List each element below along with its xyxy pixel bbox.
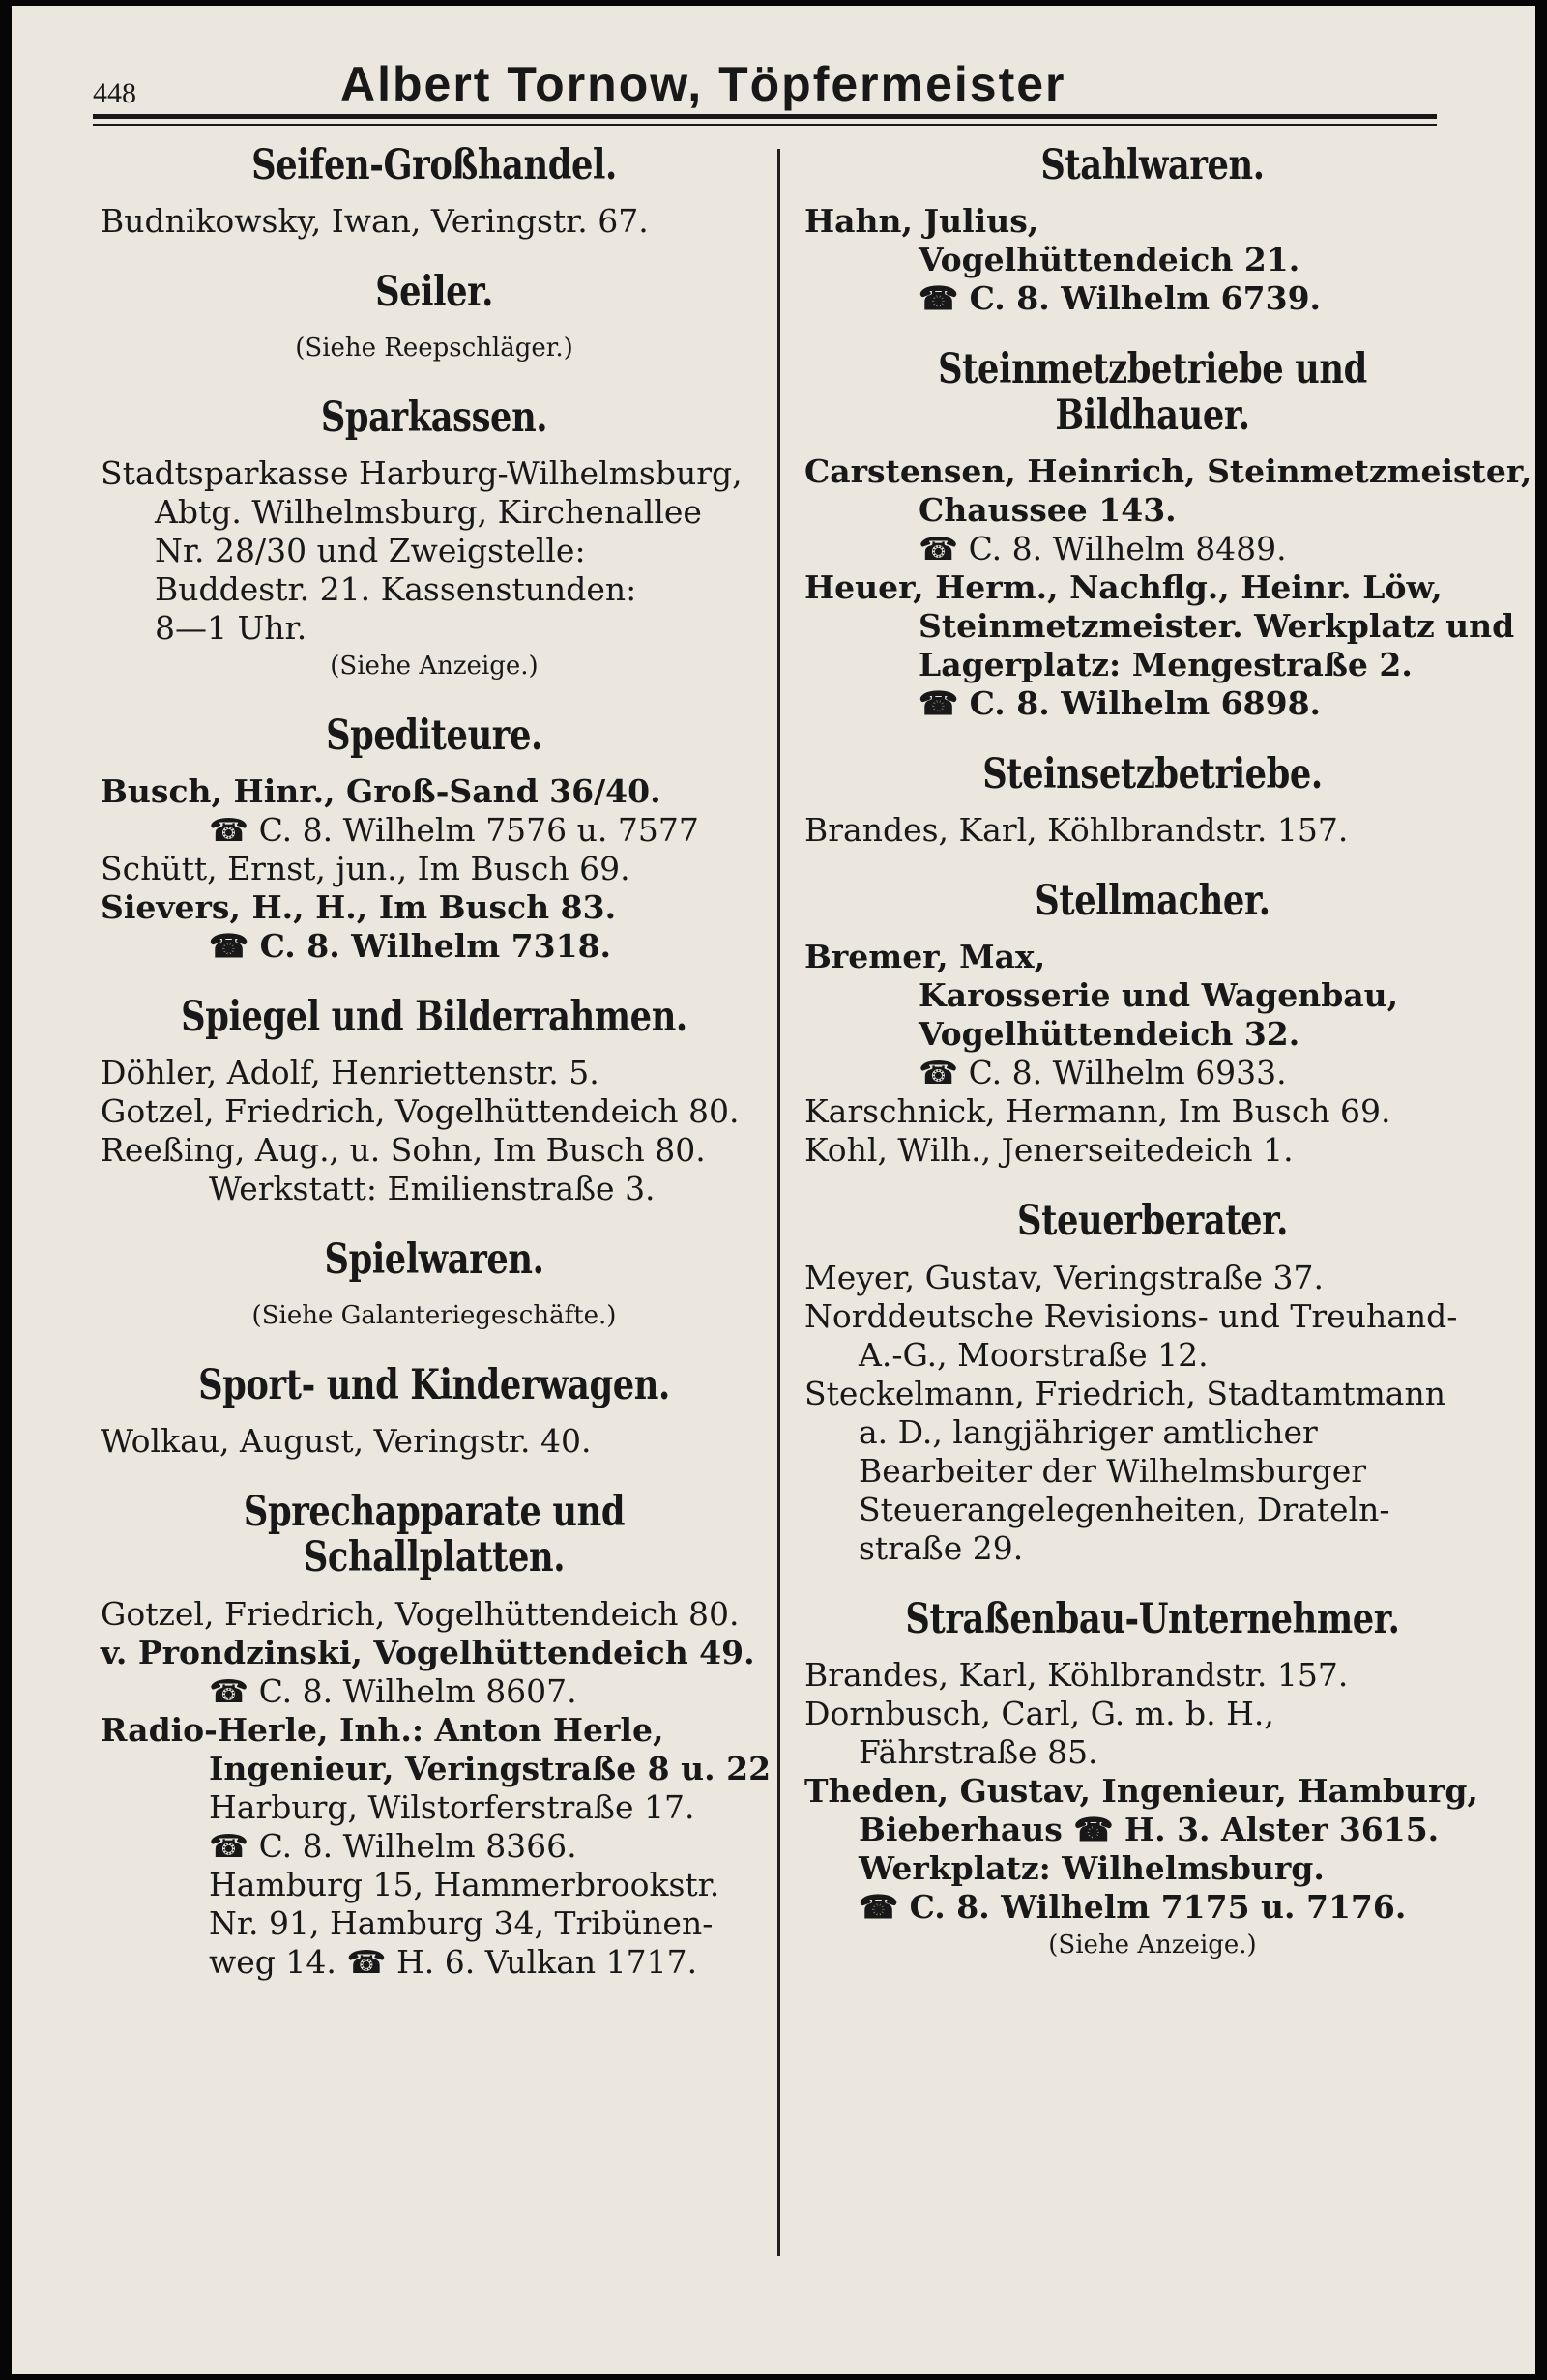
directory-section [101, 713, 768, 966]
directory-entry-line: ☎ C. 8. Wilhelm 6898. [919, 683, 1322, 722]
section-heading: Steinsetzbetriebe. [982, 749, 1323, 798]
directory-entry-line: Steckelmann, Friedrich, Stadtamtmann [804, 1374, 1445, 1412]
section-heading: Stellmacher. [1035, 877, 1270, 926]
section-heading: Sparkassen. [320, 392, 548, 442]
section-heading: Steinmetzbetriebe und Bildhauer. [938, 345, 1367, 440]
directory-section [804, 345, 1532, 723]
section-heading: Sport- und Kinderwagen. [198, 1360, 670, 1409]
directory-section [101, 392, 768, 684]
directory-section [804, 749, 1501, 850]
section-heading: Seiler. [375, 268, 493, 317]
directory-entry-line: Brandes, Karl, Köhlbrandstr. 157. [804, 1656, 1349, 1695]
directory-page [12, 6, 1535, 2374]
directory-entry-line: Meyer, Gustav, Veringstraße 37. [804, 1258, 1325, 1296]
directory-entry-line: Nr. 28/30 und Zweigstelle: [155, 531, 586, 569]
directory-entry-line: straße 29. [859, 1528, 1024, 1567]
directory-entry-line: Norddeutsche Revisions- und Treuhand- [804, 1296, 1458, 1335]
directory-entry-line: Bremer, Max, [804, 938, 1046, 976]
cross-reference-note: (Siehe Anzeige.) [1048, 1930, 1257, 1960]
directory-entry-line: Budnikowsky, Iwan, Veringstr. 67. [101, 202, 649, 241]
directory-entry-line: Reeßing, Aug., u. Sohn, Im Busch 80. [101, 1131, 706, 1170]
directory-entry-line: Dornbusch, Carl, G. m. b. H., [804, 1695, 1274, 1733]
directory-entry-line: Harburg, Wilstorferstraße 17. [209, 1787, 695, 1826]
page-number: 448 [93, 77, 136, 109]
header-rule [93, 114, 1437, 119]
running-head: Albert Tornow, Töpfermeister [340, 57, 1066, 111]
directory-entry-line: Carstensen, Heinrich, Steinmetzmeister, [804, 451, 1532, 490]
directory-entry-line: Lagerplatz: Mengestraße 2. [919, 645, 1413, 683]
column-divider [777, 149, 780, 2256]
directory-entry-line: Bieberhaus ☎ H. 3. Alster 3615. [859, 1811, 1440, 1849]
directory-entry-line: Stadtsparkasse Harburg-Wilhelmsburg, [101, 453, 743, 492]
directory-entry-line: Hahn, Julius, [804, 202, 1039, 241]
directory-entry-line: v. Prondzinski, Vogelhüttendeich 49. [101, 1633, 755, 1671]
section-heading: Spielwaren. [324, 1235, 544, 1285]
directory-section [101, 995, 768, 1208]
directory-entry-line: Fährstraße 85. [859, 1733, 1098, 1772]
header-rule-thin [93, 124, 1437, 126]
right-column [804, 141, 1532, 1992]
section-heading: Spiegel und Bilderrahmen. [181, 993, 687, 1042]
directory-entry-line: ☎ C. 8. Wilhelm 7576 u. 7577 [209, 811, 699, 850]
cross-reference-note: (Siehe Galanteriegeschäfte.) [251, 1300, 617, 1330]
directory-entry-line: Sievers, H., H., Im Busch 83. [101, 888, 617, 927]
directory-entry-line: Busch, Hinr., Groß-Sand 36/40. [101, 772, 661, 811]
directory-entry-line: Brandes, Karl, Köhlbrandstr. 157. [804, 811, 1349, 850]
directory-entry-line: ☎ C. 8. Wilhelm 8489. [919, 529, 1287, 567]
directory-entry-line: Gotzel, Friedrich, Vogelhüttendeich 80. [101, 1092, 740, 1131]
directory-entry-line: ☎ C. 8. Wilhelm 8607. [209, 1671, 577, 1710]
directory-entry-line: Steinmetzmeister. Werkplatz und [919, 606, 1515, 645]
directory-section [804, 143, 1501, 318]
directory-section [804, 1594, 1501, 1963]
cross-reference-note: (Siehe Reepschläger.) [295, 333, 573, 363]
directory-entry-line: Bearbeiter der Wilhelmsburger [859, 1451, 1367, 1490]
directory-section [101, 1360, 768, 1461]
directory-entry-line: Theden, Gustav, Ingenieur, Hamburg, [804, 1772, 1478, 1811]
directory-entry-line: Vogelhüttendeich 32. [919, 1015, 1300, 1054]
directory-entry-line: ☎ C. 8. Wilhelm 8366. [209, 1826, 577, 1865]
directory-section [101, 143, 768, 241]
section-heading: Spediteure. [326, 711, 542, 760]
directory-section [101, 1488, 772, 1982]
directory-entry-line: ☎ C. 8. Wilhelm 7318. [209, 927, 612, 966]
section-heading: Sprechapparate und Schallplatten. [243, 1488, 626, 1582]
directory-section [101, 1237, 768, 1333]
directory-entry-line: Heuer, Herm., Nachflg., Heinr. Löw, [804, 567, 1443, 606]
directory-entry-line: Döhler, Adolf, Henriettenstr. 5. [101, 1054, 599, 1092]
directory-entry-line: ☎ C. 8. Wilhelm 6739. [919, 279, 1322, 318]
left-column [101, 141, 772, 2011]
directory-entry-line: Radio-Herle, Inh.: Anton Herle, [101, 1710, 664, 1749]
directory-section [804, 879, 1501, 1170]
directory-entry-line: Chaussee 143. [919, 490, 1177, 529]
directory-section [101, 270, 768, 365]
directory-entry-line: A.-G., Moorstraße 12. [859, 1335, 1209, 1374]
section-heading: Stahlwaren. [1040, 141, 1265, 189]
directory-entry-line: ☎ C. 8. Wilhelm 7175 u. 7176. [859, 1888, 1407, 1927]
directory-entry-line: Werkplatz: Wilhelmsburg. [859, 1849, 1325, 1888]
directory-entry-line: Ingenieur, Veringstraße 8 u. 22 [209, 1749, 772, 1787]
directory-entry-line: Hamburg 15, Hammerbrookstr. [209, 1865, 720, 1903]
cross-reference-note: (Siehe Anzeige.) [330, 651, 539, 681]
directory-entry-line: Nr. 91, Hamburg 34, Tribünen- [209, 1903, 714, 1942]
directory-entry-line: weg 14. ☎ H. 6. Vulkan 1717. [209, 1942, 698, 1981]
directory-entry-line: Buddestr. 21. Kassenstunden: [155, 569, 637, 608]
directory-entry-line: Steuerangelegenheiten, Drateln- [859, 1490, 1390, 1528]
directory-entry-line: 8—1 Uhr. [155, 608, 307, 647]
directory-entry-line: Karosserie und Wagenbau, [919, 976, 1399, 1015]
directory-entry-line: Kohl, Wilh., Jenerseitedeich 1. [804, 1131, 1294, 1170]
section-heading: Steuerberater. [1017, 1197, 1288, 1246]
directory-entry-line: Schütt, Ernst, jun., Im Busch 69. [101, 850, 630, 888]
directory-entry-line: ☎ C. 8. Wilhelm 6933. [919, 1054, 1287, 1092]
directory-entry-line: Vogelhüttendeich 21. [919, 241, 1300, 279]
directory-entry-line: a. D., langjähriger amtlicher [859, 1412, 1318, 1451]
directory-entry-line: Karschnick, Hermann, Im Busch 69. [804, 1092, 1391, 1131]
directory-entry-line: Gotzel, Friedrich, Vogelhüttendeich 80. [101, 1594, 740, 1633]
directory-entry-line: Wolkau, August, Veringstr. 40. [101, 1422, 592, 1461]
section-heading: Seifen-Großhandel. [251, 141, 617, 189]
directory-entry-line: Abtg. Wilhelmsburg, Kirchenallee [155, 492, 702, 531]
section-heading: Straßenbau-Unternehmer. [905, 1594, 1400, 1643]
directory-entry-line: Werkstatt: Emilienstraße 3. [209, 1170, 656, 1208]
directory-section [804, 1199, 1501, 1567]
